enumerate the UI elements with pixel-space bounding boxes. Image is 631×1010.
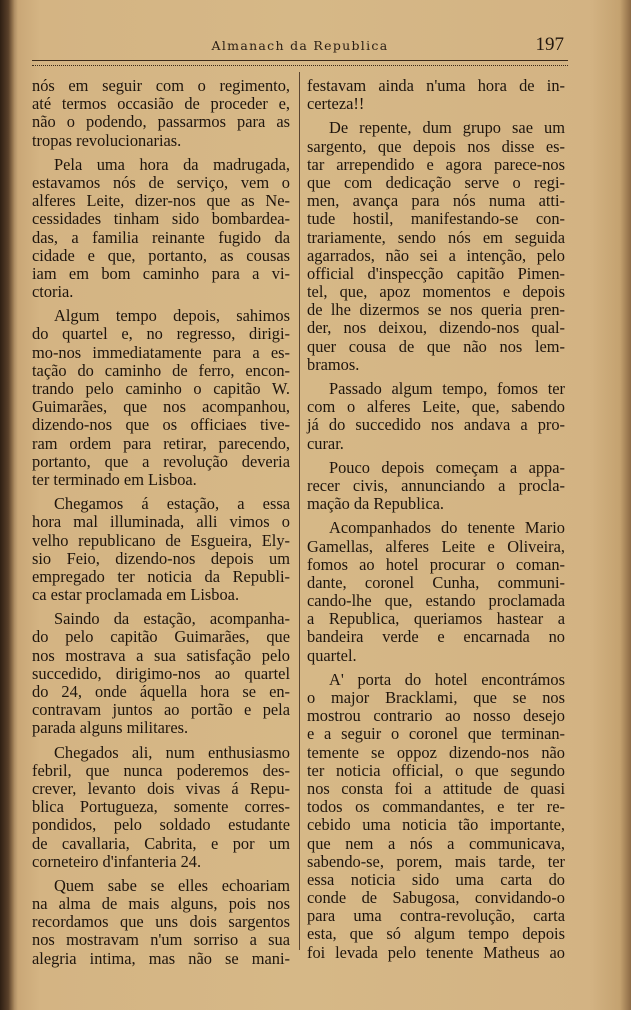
text-line: Saindo da estação, acompanha- [54,609,290,629]
text-line: nos consta foi a attitude de quasi [307,778,565,798]
text-line: já do succedido nos andava a pro- [307,415,565,435]
text-line: men, avança para nós numa atti- [307,191,565,211]
text-line: das, a familia reinante fugido da [32,227,290,247]
text-line: Algum tempo depois, sahimos [54,306,290,326]
text-line: Acompanhados do tenente Mario [329,518,565,538]
text-line: pondidos, pelo soldado estudante [32,815,290,835]
text-line: ter terminado em Lisboa. [32,469,197,489]
text-line: estavamos nós de serviço, vem o [32,172,290,192]
paragraph [32,77,290,150]
text-line: para uma contra-revolução, carta [307,906,565,926]
text-line: empregado ter noticia da Republi- [32,566,290,586]
right-column [307,77,565,962]
text-line: nos mostravam n'um sorriso a sua [32,930,290,950]
text-line: Chegados ali, num enthusiasmo [54,742,290,762]
text-line: de lhe dizermos se nos queria pren- [307,300,565,320]
text-line: a Republica, queriamos hastear a [307,609,565,629]
text-line: dante, coronel Cunha, communi- [307,572,565,592]
text-line: dizendo-nos que os officiaes tive- [32,415,290,435]
text-line: Chegamos á estação, a essa [54,494,290,514]
text-line: der, nos deixou, dizendo-nos qual- [307,318,565,338]
text-line: esta, que só algum tempo depois [307,924,565,944]
paragraph [307,671,565,962]
text-line: sio Feio, dizendo-nos depois um [32,548,290,568]
paragraph [32,307,290,489]
text-line: parada alguns militares. [32,718,189,738]
text-line: A' porta do hotel encontrámos [329,669,565,689]
text-line: alferes Leite, dizer-nos que as Ne- [32,191,290,211]
text-line: que com dedicação serve o regi- [307,172,565,192]
paragraph [32,877,290,968]
text-line: ca estar proclamada em Lisboa. [32,585,240,605]
paragraph [32,610,290,737]
text-line: curar. [307,433,344,453]
text-line: Guimarães, que nos acompanhou, [32,397,290,417]
text-line: Pela uma hora da madrugada, [54,154,290,174]
text-line: ram ordem para retirar, parecendo, [32,433,290,453]
text-line: mo-nos immediatamente para a es- [32,342,290,362]
column-divider [299,72,300,950]
text-line: cessidades tinham sido bombardea- [32,209,290,229]
text-line: fomos ao hotel procurar o coman- [307,554,565,574]
text-line: não o podendo, passarmos para as [32,112,290,132]
text-line: corneteiro d'infanteria 24. [32,851,202,871]
text-line: mação da Republica. [307,494,444,514]
text-line: nos mostrava a sua satisfação pelo [32,645,290,665]
text-line: nós em seguir com o regimento, [32,76,290,95]
text-line: temente se oppoz dizendo-nos não [307,742,565,762]
text-line: foi levada pelo tenente Matheus ao [307,942,565,962]
text-line: bandeira verde e encarnada no [307,627,565,647]
text-line: com o alferes Leite, que, sabendo [307,397,565,417]
text-line: official d'inspecção capitão Pimen- [307,263,565,283]
text-line: mostrou contrario ao nosso desejo [307,706,565,726]
text-line: do pelo capitão Guimarães, que [32,627,290,647]
text-line: iam em bom caminho para a vi- [32,263,290,283]
page-number: 197 [535,34,564,55]
text-line: Gamellas, alferes Leite e Oliveira, [307,536,565,556]
header-rule [32,60,568,66]
text-line: trando pelo caminho o capitão W. [32,379,290,398]
text-line: que nem a nós a communicava, [307,833,565,853]
text-line: cebido uma noticia tão importante, [307,815,565,835]
text-line: certeza!! [307,94,365,114]
text-line: alegria intima, mas não se mani- [32,948,290,968]
text-line: na alma de mais alguns, pois nos [32,894,290,914]
text-line: sargento, que depois nos disse es- [307,136,565,156]
text-line: tude hostil, manifestando-se con- [307,209,565,229]
text-line: tação do caminho de ferro, encon- [32,360,290,380]
text-line: bramos. [307,354,360,374]
paragraph [307,77,565,113]
text-line: ctoria. [32,282,74,302]
paragraph [307,519,565,665]
text-line: crever, levanto dois vivas á Repu- [32,778,290,798]
text-line: blica Portugueza, somente corres- [32,797,290,817]
text-line: do quartel e, no regresso, dirigi- [32,324,290,344]
text-line: Passado algum tempo, fomos ter [329,379,565,398]
text-line: hora mal illuminada, alli vimos o [32,512,290,532]
text-line: succedido, dirigimo-nos ao quartel [32,663,290,683]
paragraph [32,744,290,871]
text-line: e a seguir o coronel que terminan- [307,724,565,744]
text-line: do 24, onde áquella hora se en- [32,682,290,701]
text-line: quartel. [307,645,357,665]
paragraph [307,119,565,374]
running-header: Almanach da Republica [211,38,389,53]
text-line: agarrados, não sei a intenção, pelo [307,245,565,265]
paragraph [307,459,565,514]
text-line: até termos occasião de proceder e, [32,94,290,114]
text-line: Pouco depois começam a appa- [329,457,565,477]
text-line: tropas revolucionarias. [32,130,182,150]
text-line: cando-lhe que, estando proclamada [307,591,565,611]
text-line: todos os commandantes, e ter re- [307,797,565,817]
text-line: ter noticia official, o que segundo [307,760,565,780]
text-line: contravam juntos ao portão e pela [32,700,290,720]
text-line: cidade e que, portanto, as cousas [32,245,290,265]
text-line: recordamos que uns dois sargentos [32,912,290,932]
text-line: festavam ainda n'uma hora de in- [307,76,565,95]
left-column [32,77,290,968]
text-line: o major Bracklami, que se nos [307,688,565,707]
paragraph [32,495,290,604]
text-line: tar arrependido e agora parece-nos [307,154,565,174]
text-line: tel, que, apoz momentos e depois [307,282,565,302]
text-line: velho republicano de Esgueira, Ely- [32,530,290,550]
text-line: conde de Sabugosa, convidando-o [307,888,565,908]
paragraph [307,380,565,453]
text-line: De repente, dum grupo sae um [329,118,565,138]
text-line: Quem sabe se elles echoariam [54,875,290,895]
text-line: trariamente, sendo nós em seguida [307,227,565,247]
text-line: recer civis, annunciando a procla- [307,475,565,495]
text-line: quer cousa de que não nos lem- [307,336,565,356]
book-spine-shadow [0,0,14,1010]
paragraph [32,156,290,302]
text-line: essa noticia sido uma carta do [307,869,565,889]
text-line: sabendo-se, porem, mais tarde, ter [307,851,565,871]
text-line: febril, que nunca poderemos des- [32,760,290,780]
text-line: portanto, que a revolução deveria [32,451,290,471]
text-line: de cavallaria, Cabrita, e por um [32,833,290,853]
